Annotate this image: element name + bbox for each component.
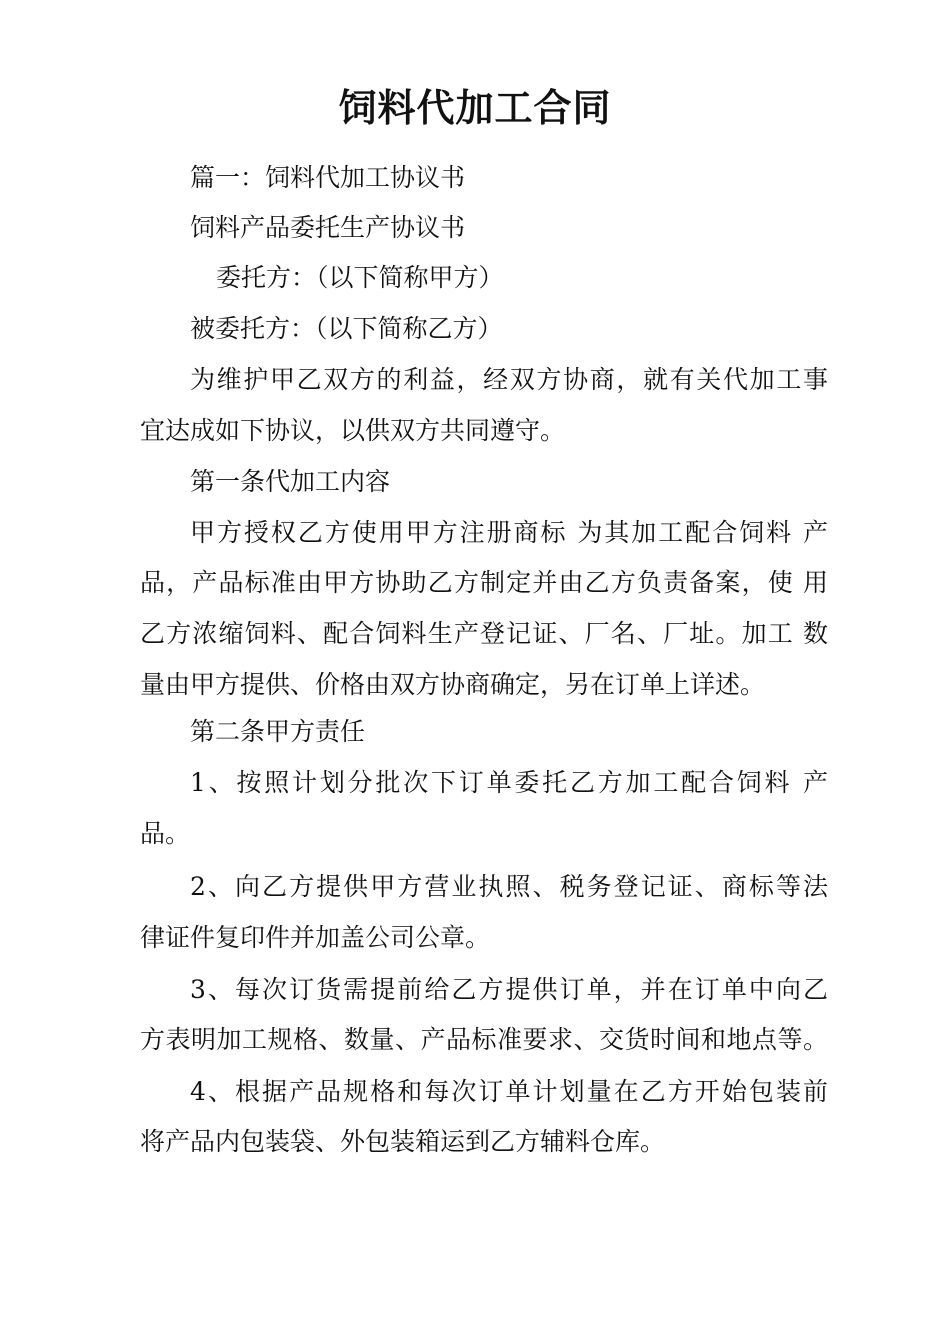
article-one-line-2: 品，产品标准由甲方协助乙方制定并由乙方负责备案，使 用 xyxy=(140,568,828,597)
clause-1-line-2: 品。 xyxy=(140,819,191,848)
document-title: 饲料代加工合同 xyxy=(338,86,612,130)
clause-2-line-2: 律证件复印件并加盖公司公章。 xyxy=(140,923,491,952)
party-a-line: 委托方：（以下简称甲方） xyxy=(216,263,504,292)
clause-3-line-2: 方表明加工规格、数量、产品标准要求、交货时间和地点等。 xyxy=(140,1025,828,1054)
clause-2-line-1: 2、向乙方提供甲方营业执照、税务登记证、商标等法 xyxy=(190,872,828,901)
article-two-heading: 第二条甲方责任 xyxy=(190,717,366,746)
preamble-line-1: 为维护甲乙双方的利益，经双方协商，就有关代加工事 xyxy=(190,365,828,394)
agreement-subtitle: 饲料产品委托生产协议书 xyxy=(190,213,466,242)
article-one-line-1: 甲方授权乙方使用甲方注册商标 为其加工配合饲料 产 xyxy=(190,518,828,547)
article-one-line-4: 量由甲方提供、价格由双方协商确定，另在订单上详述。 xyxy=(140,670,766,699)
clause-4-line-2: 将产品内包装袋、外包装箱运到乙方辅料仓库。 xyxy=(140,1127,666,1156)
article-one-line-3: 乙方浓缩饲料、配合饲料生产登记证、厂名、厂址。加工 数 xyxy=(140,619,828,648)
clause-3-line-1: 3、每次订货需提前给乙方提供订单，并在订单中向乙 xyxy=(190,975,828,1004)
preamble-line-2: 宜达成如下协议，以供双方共同遵守。 xyxy=(140,416,566,445)
section-heading-part-one: 篇一：饲料代加工协议书 xyxy=(190,163,466,192)
article-one-heading: 第一条代加工内容 xyxy=(190,467,391,496)
party-b-line: 被委托方：（以下简称乙方） xyxy=(190,314,503,343)
clause-1-line-1: 1、按照计划分批次下订单委托乙方加工配合饲料 产 xyxy=(190,768,828,797)
clause-4-line-1: 4、根据产品规格和每次订单计划量在乙方开始包装前 xyxy=(190,1077,828,1106)
